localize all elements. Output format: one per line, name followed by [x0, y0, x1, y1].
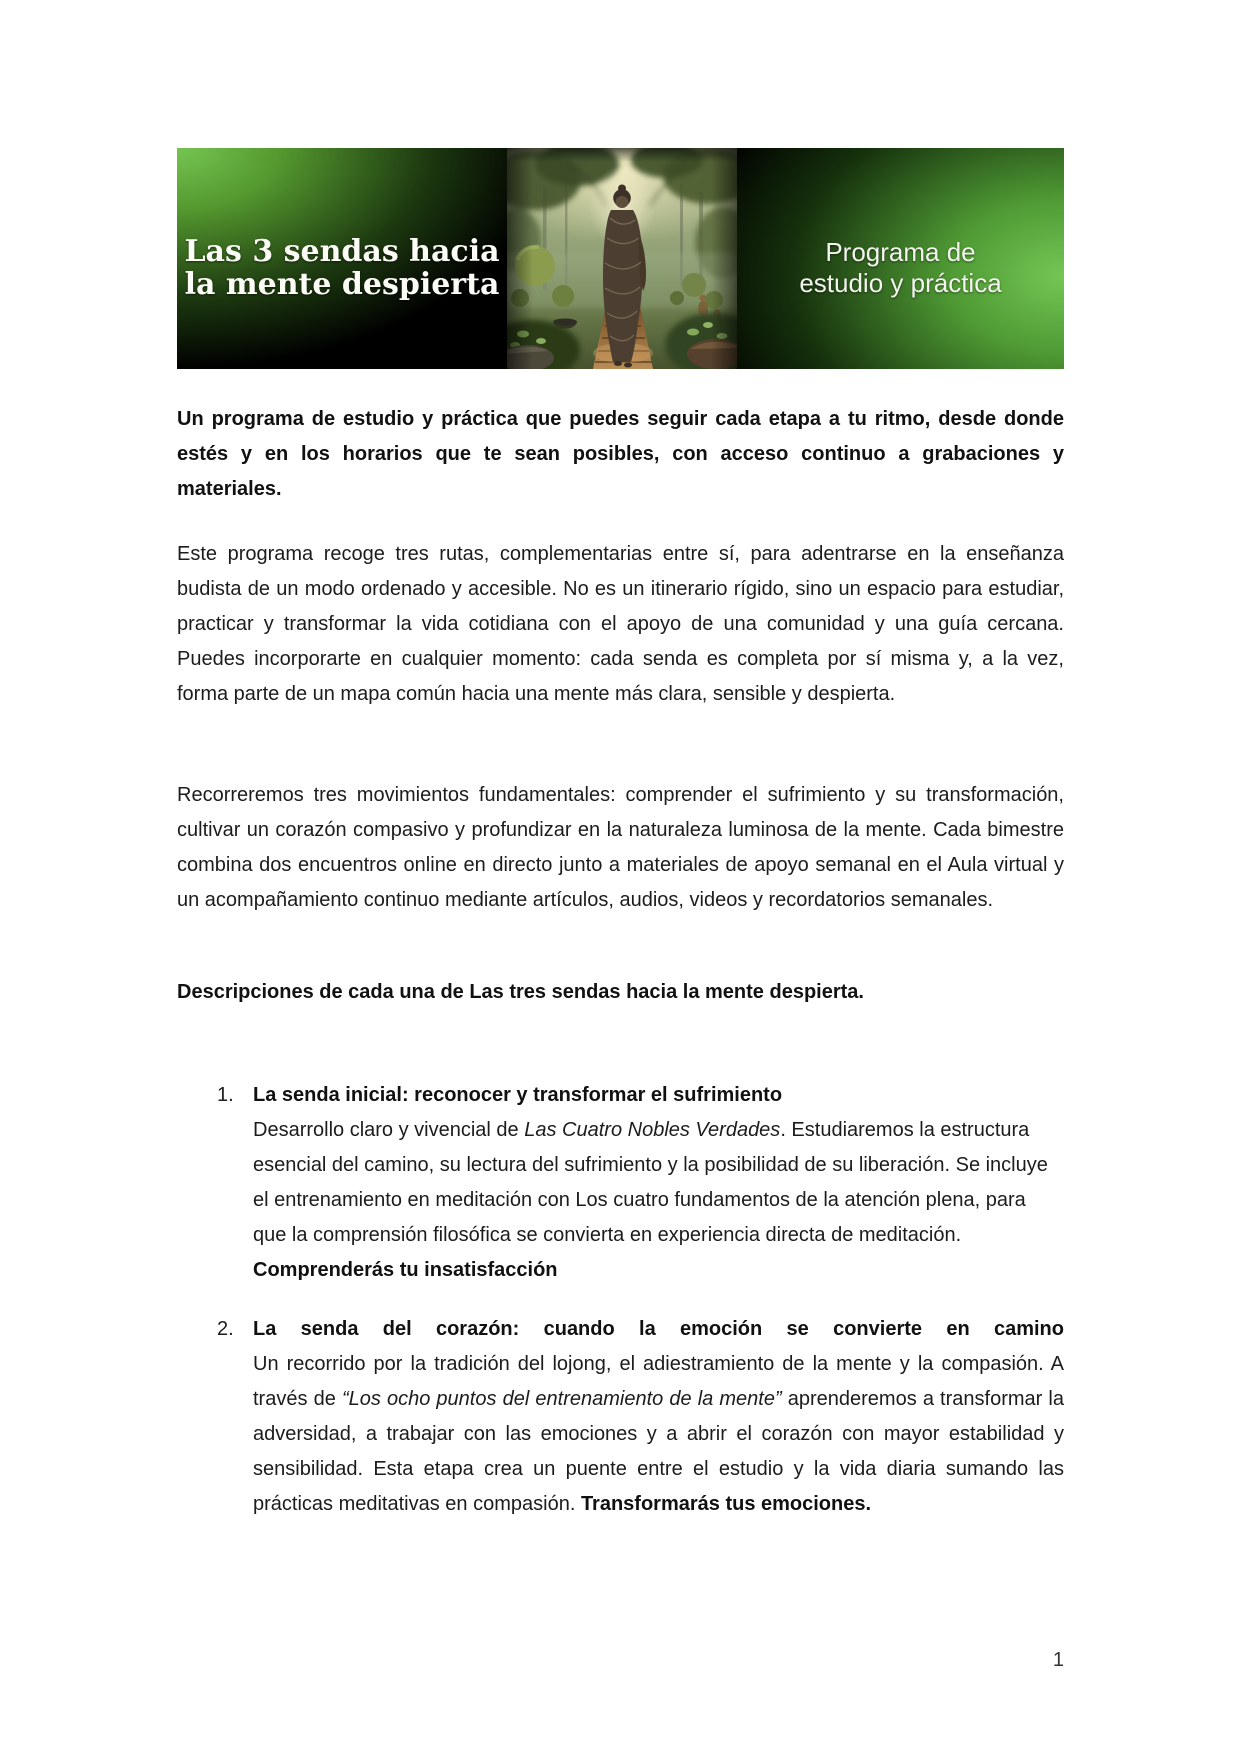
- banner-subtitle-line2: estudio y práctica: [799, 267, 1002, 298]
- banner-left-panel: [177, 148, 507, 369]
- intro-paragraph-2: Este programa recoge tres rutas, complementarias entre sí, para adentrarse en la enseñanza budista de un modo ordenado y accesible. No es un itinerario rígido, sino un espacio para estudiar, practicar y transformar la vida cotidiana con el apoyo de una comunidad y una guía cercana. Puedes incorporarte en cualquier momento: cada senda es completa por sí misma y, a la vez, forma parte de un mapa común hacia una mente más clara, sensible y despierta.: [177, 543, 1064, 705]
- banner-title-line2: la mente despierta: [184, 266, 500, 302]
- intro-paragraph-3: Recorreremos tres movimientos fundamentales: comprender el sufrimiento y su transformación, cultivar un corazón compasivo y profundizar en la naturaleza luminosa de la mente. Cada bimestre combina dos encuentros online en directo junto a materiales de apoyo semanal en el Aula virtual y un acompañamiento continuo mediante artículos, audios, videos y recordatorios semanales.: [177, 784, 1064, 911]
- list-item-1-body-start: Desarrollo claro y vivencial de: [253, 1119, 525, 1141]
- list-item-1-body-bold: Comprenderás tu insatisfacción: [253, 1259, 558, 1281]
- list-item-2: [177, 1312, 1064, 1522]
- list-item-1-number: 1.: [217, 1084, 234, 1106]
- list-item-1: [177, 1078, 1064, 1288]
- banner-right-panel: [737, 148, 1064, 369]
- section-heading: Descripciones de cada una de Las tres sendas hacia la mente despierta.: [177, 981, 864, 1003]
- list-item-1-title: La senda inicial: reconocer y transformar el sufrimiento: [253, 1084, 783, 1106]
- program-banner: [177, 148, 1064, 369]
- banner-main-title: [184, 235, 499, 301]
- list-item-2-title: La senda del corazón: cuando la emoción se convierte en camino: [253, 1318, 1064, 1340]
- list-item-1-body-italic: Las Cuatro Nobles Verdades: [524, 1119, 781, 1141]
- list-item-2-text: [253, 1312, 1064, 1522]
- buddha-photo: [507, 148, 737, 369]
- banner-subtitle: [799, 237, 1001, 299]
- list-item-1-text: [253, 1078, 1064, 1288]
- list-item-2-number: 2.: [217, 1318, 234, 1340]
- list-item-2-body-mid: aprenderemos a transformar la adversidad, a trabajar con las emociones y a abrir el corazón con mayor estabilidad y sensibilidad. Esta etapa crea un puente entre el estudio y la vida diaria sumando las prácticas meditativas en compasión.: [253, 1388, 1064, 1515]
- intro-paragraph-1: Un programa de estudio y práctica que puedes seguir cada etapa a tu ritmo, desde donde estés y en los horarios que te sean posibles, con acceso continuo a grabaciones y materiales.: [177, 408, 1064, 500]
- banner-title-line1: Las 3 sendas hacia: [184, 233, 500, 269]
- page-number: 1: [1052, 1649, 1064, 1671]
- list-item-1-body-mid: . Estudiaremos la estructura esencial del camino, su lectura del sufrimiento y la posibilidad de su liberación. Se incluye el entrenamiento en meditación con Los cuatro fundamentos de la atención plena, para que la comprensión filosófica se convierta en experiencia directa de meditación.: [253, 1119, 1048, 1246]
- list-item-2-body-start: Un recorrido por la tradición del lojong, el adiestramiento de la mente y la compasión. A través de: [253, 1353, 1064, 1410]
- list-item-2-body-bold: Transformarás tus emociones.: [580, 1493, 872, 1515]
- list-item-2-body-italic: “Los ocho puntos del entrenamiento de la mente”: [341, 1388, 782, 1410]
- banner-subtitle-line1: Programa de: [825, 236, 976, 267]
- buddha-photo-illustration: [507, 148, 737, 369]
